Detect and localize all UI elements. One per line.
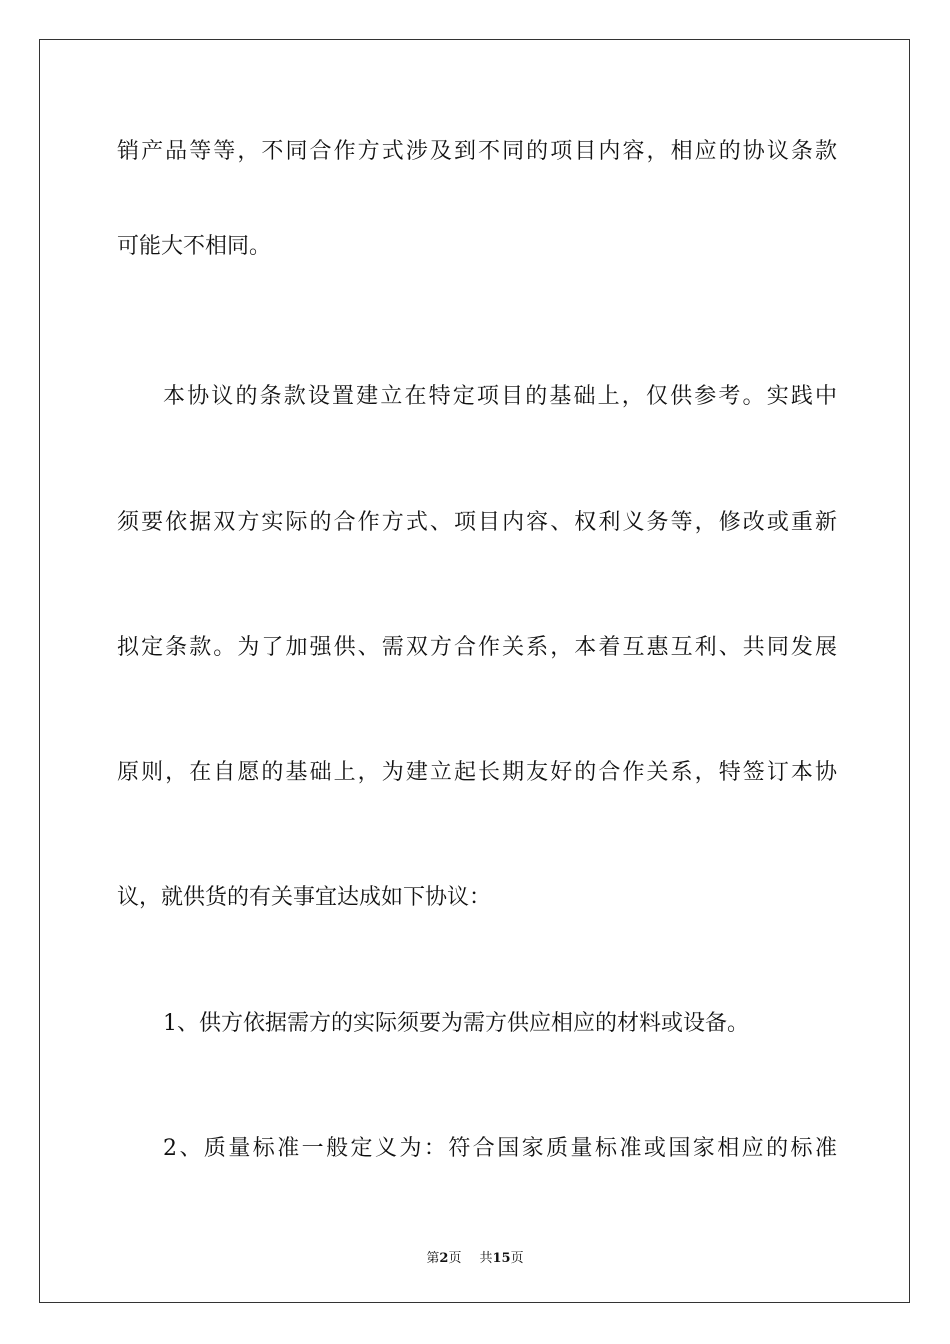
text-line-3: 本协议的条款设置建立在特定项目的基础上，仅供参考。实践中: [163, 384, 837, 409]
list-item-1: 1、供方依据需方的实际须要为需方供应相应的材料或设备。: [163, 1011, 749, 1036]
page-prefix: 第: [426, 1251, 440, 1266]
list-item-2: 2、质量标准一般定义为：符合国家质量标准或国家相应的标准: [163, 1136, 837, 1161]
text-line-7: 议，就供货的有关事宜达成如下协议：: [117, 885, 492, 910]
page-footer: [0, 1247, 950, 1266]
text-line-6: 原则，在自愿的基础上，为建立起长期友好的合作关系，特签订本协: [117, 760, 837, 785]
page-number: 2: [439, 1251, 449, 1266]
total-prefix: 共: [479, 1251, 493, 1266]
text-line-5: 拟定条款。为了加强供、需双方合作关系，本着互惠互利、共同发展: [117, 635, 837, 660]
total-pages: 15: [492, 1251, 511, 1266]
page-suffix: 页: [448, 1251, 462, 1266]
text-line-4: 须要依据双方实际的合作方式、项目内容、权利义务等，修改或重新: [117, 510, 837, 535]
page-border: [39, 39, 910, 1303]
text-line-2: 可能大不相同。: [117, 234, 272, 259]
total-suffix: 页: [510, 1251, 524, 1266]
text-line-1: 销产品等等，不同合作方式涉及到不同的项目内容，相应的协议条款: [117, 139, 837, 164]
